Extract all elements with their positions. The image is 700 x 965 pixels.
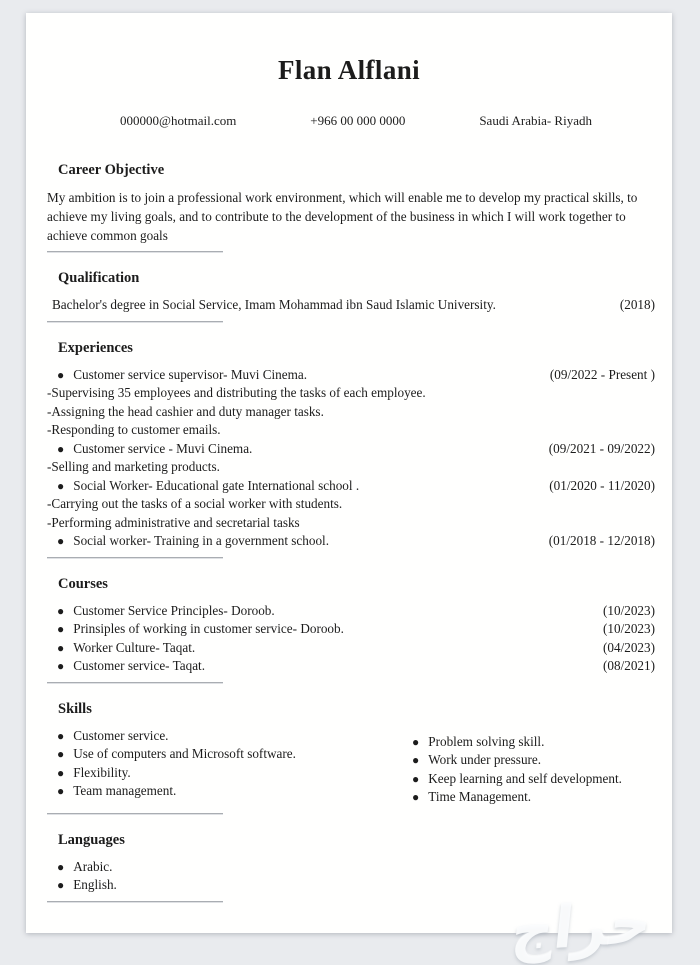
skill-text: Flexibility. — [73, 764, 131, 780]
bullet-icon: ● — [57, 622, 65, 636]
language-text: English. — [73, 877, 117, 892]
language-row — [47, 876, 655, 895]
experience-date: (01/2018 - 12/2018) — [548, 533, 655, 548]
skill-row — [47, 745, 402, 764]
haraj-watermark-logo: حراج — [508, 886, 656, 965]
experience-role-row — [47, 366, 655, 385]
career-objective-text: My ambition is to join a professional work environment, which will enable me to develop my practical skills, to achieve my living goals, and to contribute to the development of the business in which I will work together to achieve common goals — [47, 190, 638, 243]
bullet-icon: ● — [57, 728, 65, 743]
skill-text: Use of computers and Microsoft software. — [73, 746, 296, 761]
bullet-icon: ● — [57, 441, 65, 456]
qualification-date: (2018) — [619, 297, 655, 312]
skill-text: Customer service. — [73, 727, 169, 743]
course-date: (10/2023) — [602, 602, 655, 618]
experience-role: Social Worker- Educational gate International school . — [73, 477, 360, 493]
experience-role-row — [47, 532, 655, 551]
section-divider — [47, 682, 223, 684]
course-row — [47, 639, 655, 658]
skill-text: Problem solving skill. — [428, 733, 545, 749]
section-divider — [47, 251, 223, 253]
contact-row — [120, 113, 592, 129]
section-title-experiences: Experiences — [58, 339, 133, 356]
experience-date: (01/2020 - 11/2020) — [549, 477, 655, 493]
experience-role: Customer service supervisor- Muvi Cinema. — [73, 366, 308, 382]
experience-detail: -Selling and marketing products. — [47, 459, 220, 474]
bullet-icon: ● — [57, 784, 65, 798]
bullet-icon: ● — [57, 765, 65, 780]
bullet-icon: ● — [57, 367, 65, 382]
bullet-icon: ● — [57, 878, 65, 892]
skill-row — [402, 770, 622, 789]
section-divider — [47, 321, 223, 323]
course-row — [47, 620, 655, 639]
course-name: Customer service- Taqat. — [73, 658, 206, 673]
qualification-row — [47, 296, 655, 315]
skill-row — [47, 764, 402, 783]
experience-detail: -Carrying out the tasks of a social worker with students. — [47, 496, 343, 511]
contact-location: Saudi Arabia- Riyadh — [479, 113, 592, 128]
bullet-icon: ● — [57, 640, 65, 655]
skill-row — [402, 788, 622, 807]
bullet-icon: ● — [412, 734, 420, 749]
bullet-icon: ● — [57, 659, 65, 673]
experience-date: (09/2021 - 09/2022) — [548, 440, 655, 456]
section-divider — [47, 901, 223, 903]
skill-text: Team management. — [73, 783, 177, 798]
section-title-qualification: Qualification — [58, 270, 140, 286]
course-row — [47, 657, 655, 676]
course-name: Prinsiples of working in customer service- Doroob. — [73, 621, 344, 636]
contact-phone: +966 00 000 0000 — [310, 113, 406, 128]
course-name: Customer Service Principles- Doroob. — [73, 602, 275, 618]
person-name: Flan Alflani — [277, 55, 421, 85]
skills-left-column — [47, 727, 402, 807]
skill-text: Work under pressure. — [428, 752, 542, 767]
bullet-icon: ● — [57, 478, 65, 493]
bullet-icon: ● — [57, 859, 65, 874]
experience-role-row — [47, 477, 655, 496]
experience-detail: -Performing administrative and secretarial tasks — [47, 514, 300, 530]
skill-row — [47, 782, 402, 801]
course-date: (10/2023) — [602, 621, 655, 636]
section-divider — [47, 813, 223, 815]
skills-right-column — [402, 733, 622, 807]
qualification-degree: Bachelor's degree in Social Service, Imam Mohammad ibn Saud Islamic University. — [52, 297, 496, 312]
section-title-career-objective: Career Objective — [58, 162, 165, 178]
experience-role: Social worker- Training in a government school. — [73, 533, 330, 548]
resume-content — [26, 162, 672, 903]
language-row — [47, 858, 655, 877]
skill-row — [402, 751, 622, 770]
course-row — [47, 602, 655, 621]
course-date: (08/2021) — [602, 658, 655, 673]
section-title-courses: Courses — [58, 575, 108, 592]
course-date: (04/2023) — [602, 639, 655, 655]
course-name: Worker Culture- Taqat. — [73, 639, 196, 655]
section-title-languages: Languages — [58, 831, 125, 848]
skill-row — [402, 733, 622, 752]
skill-text: Keep learning and self development. — [428, 770, 622, 786]
experience-role-row — [47, 440, 655, 459]
skill-row — [47, 727, 402, 746]
language-text: Arabic. — [73, 858, 113, 874]
experience-role: Customer service - Muvi Cinema. — [73, 440, 253, 456]
experience-detail: -Supervising 35 employees and distributing the tasks of each employee. — [47, 385, 426, 400]
experience-date: (09/2022 - Present ) — [549, 366, 655, 382]
bullet-icon: ● — [57, 747, 65, 761]
resume-page — [26, 13, 672, 933]
contact-email: 000000@hotmail.com — [120, 113, 237, 128]
bullet-icon: ● — [412, 771, 420, 786]
skills-columns — [47, 727, 655, 807]
bullet-icon: ● — [412, 753, 420, 767]
bullet-icon: ● — [412, 790, 420, 804]
experience-detail: -Responding to customer emails. — [47, 422, 221, 437]
experience-detail: -Assigning the head cashier and duty manager tasks. — [47, 403, 324, 419]
bullet-icon: ● — [57, 603, 65, 618]
section-divider — [47, 557, 223, 559]
section-title-skills: Skills — [58, 700, 92, 717]
bullet-icon: ● — [57, 534, 65, 548]
skill-text: Time Management. — [428, 789, 532, 804]
